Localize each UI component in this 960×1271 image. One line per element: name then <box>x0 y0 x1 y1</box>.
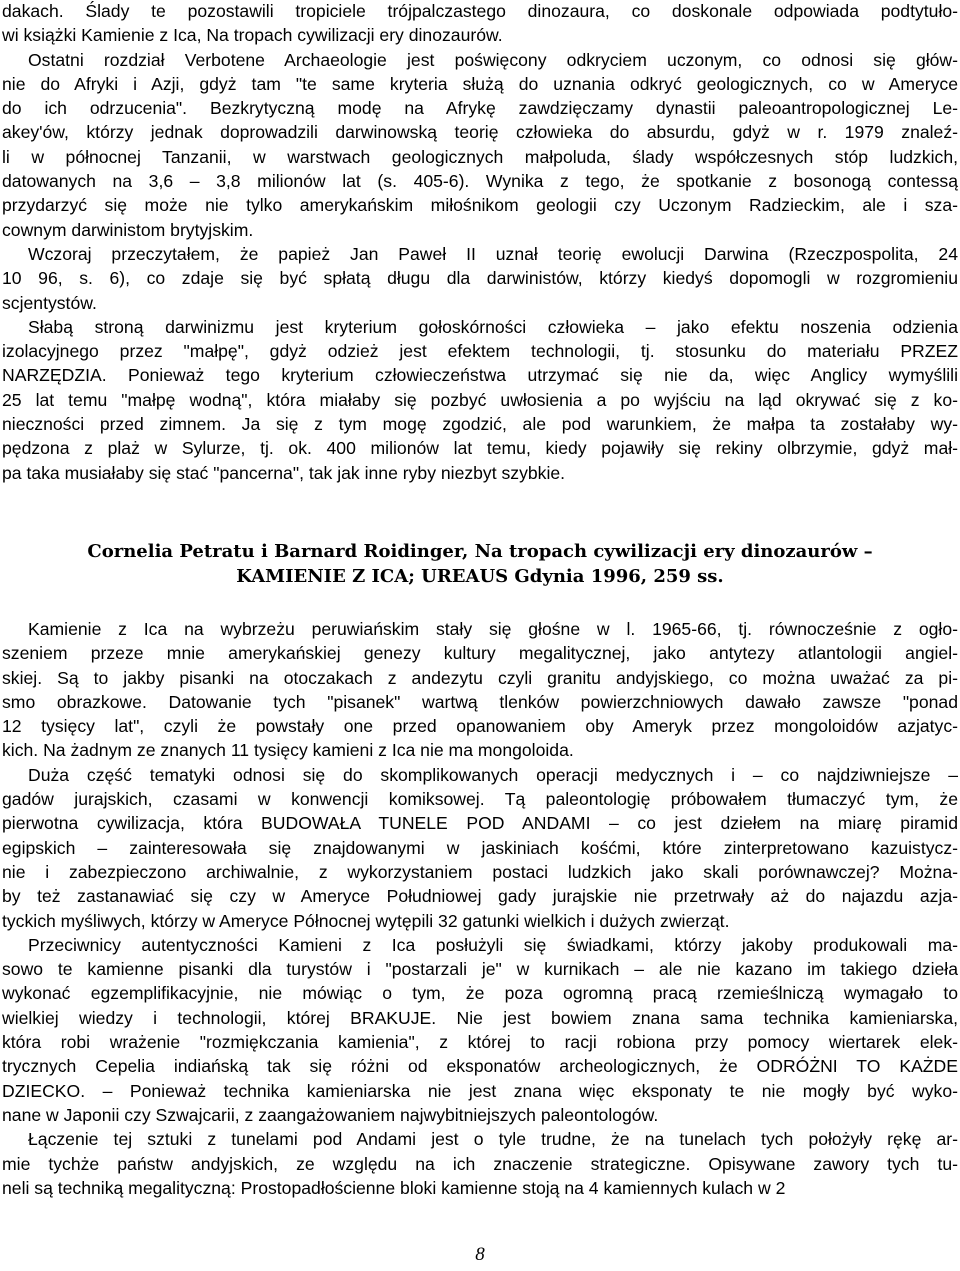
paragraph <box>2 242 958 315</box>
text-line: wykonać egzemplifikacyjnie, nie mówiąc o tym, że poza ogromną pracą rzemieślniczą wymagało to <box>2 983 958 1004</box>
paragraph <box>2 763 958 933</box>
text-line: DZIECKO. – Ponieważ technika kamieniarska nie jest znana więc eksponaty te nie mogły być wyko- <box>2 1080 958 1101</box>
text-line: Łączenie tej sztuki z tunelami pod Andami jest o tyle trudne, że na tunelach tych położyły rękę ar- <box>28 1129 958 1150</box>
text-block-lower <box>2 617 958 1200</box>
text-line: smo obrazkowe. Datowanie tych "pisanek" wartwą tlenków powierzchniowych dawało zawsze "ponad <box>2 691 958 712</box>
text-line: mie tychże państw andyjskich, ze względu na ich znaczenie strategiczne. Opisywane zawory tych tu- <box>2 1153 958 1174</box>
text-line: li w północnej Tanzanii, w warstwach geologicznych małpoluda, ślady współczesnych stóp ludzkich, <box>2 146 958 167</box>
text-line: cownym darwinistom brytyjskim. <box>2 219 254 240</box>
text-line: Ostatni rozdział Verbotene Archaeologie jest poświęcony odkryciem uczonym, co odnosi się głów- <box>28 49 958 70</box>
text-line: trycznych Cepelia indiańską tak się różni od eksponatów archeologicznych, że ODRÓŻNI TO KAŻDE <box>2 1056 958 1077</box>
text-line: gadów jurajskich, czasami w konwencji komiksowej. Tą paleontologię próbowałem tłumaczyć tym, że <box>2 789 958 810</box>
text-line: sowo te kamienne pisanki dla turystów i "postarzali je" w kurnikach – ale nie kazano im takiego dzieła <box>2 959 958 980</box>
text-line: przydarzyć się może nie tylko amerykańskim miłośnikom geologii czy Uczonym Radzieckim, ale i sza- <box>2 195 958 216</box>
text-line: Duża część tematyki odnosi się do skomplikowanych operacji medycznych i – co najdziwniejsze – <box>28 764 958 785</box>
text-line: która robi wrażenie "rozmiękczania kamienia", z której to racji robiona przy pomocy wiertarek elek- <box>2 1032 958 1053</box>
text-block-upper <box>2 0 958 485</box>
text-line: skiej. Są to jakby pisanki na otoczakach z andezytu czyli granitu andyjskiego, co można uważać za pi- <box>2 667 958 688</box>
paragraph <box>2 933 958 1127</box>
paragraph <box>2 617 958 763</box>
text-line: pierwotna cywilizacja, która BUDOWAŁA TUNELE POD ANDAMI – co jest dziełem na miarę piramid <box>2 813 958 834</box>
text-line: datowanych na 3,6 – 3,8 milionów lat (s. 405-6). Wynika z tego, że spotkanie z bosonogą contessą <box>2 171 958 192</box>
paragraph <box>2 1127 958 1200</box>
text-line: 25 lat temu "małpę wodną", która miałaby się pozbyć uwłosienia a po wyjściu na ląd okrywać się z ko- <box>2 389 958 410</box>
text-line: dakach. Ślady te pozostawili tropiciele trójpalczastego dinozaura, co doskonale odpowiada podtytuło- <box>2 1 958 21</box>
text-line: nie i zabezpieczono archiwalnie, z wykorzystaniem postaci ludzkich jako skali porównawczej? Można- <box>2 861 958 882</box>
text-line: 10 96, s. 6), co zdaje się być spłatą długu dla darwinistów, którzy kiedyś dopomogli w rozgromieniu <box>2 268 958 289</box>
text-line: wi książki Kamienie z Ica, Na tropach cywilizacji ery dinozaurów. <box>2 25 503 46</box>
text-line: kich. Na żadnym ze znanych 11 tysięcy kamieni z Ica nie ma mongoloida. <box>2 740 574 761</box>
page-number: 8 <box>475 1244 485 1265</box>
text-line: nie do Afryki i Azji, gdyż tam "te same kryteria służą do uznania odkryć geologicznych, co w Ameryce <box>2 73 958 94</box>
text-line: nieczności przed zimnem. Ja się z tym mogę zgodzić, ale pod warunkiem, że małpa ta zostałaby wy- <box>2 414 958 435</box>
text-line: neli są techniką megalityczną: Prostopadłościenne bloki kamienne stoją na 4 kamiennych kulach w 2 <box>2 1177 786 1198</box>
text-line: akey'ów, którzy jednak doprowadzili darwinowską teorię człowieka do absurdu, gdyż w r. 1979 znaleź- <box>2 122 958 143</box>
text-line: NARZĘDZIA. Ponieważ tego kryterium człowieczeństwa utrzymać się nie da, więc Anglicy wymyślili <box>2 365 958 386</box>
paragraph <box>2 0 958 48</box>
text-line: pędzona z plaż w Sylurze, tj. ok. 400 milionów lat temu, kiedy pojawiły się rekiny olbrzymie, gdyż mał- <box>2 438 958 459</box>
text-line: scjentystów. <box>2 292 97 313</box>
text-line: do ich odrzucenia". Bezkrytyczną modę na Afrykę zawdzięczamy dynastii paleoantropologicznej Le- <box>2 98 958 119</box>
text-line: Słabą stroną darwinizmu jest kryterium gołoskórności człowieka – jako efektu noszenia odzienia <box>28 316 958 337</box>
review-heading-line-2: KAMIENIE Z ICA; UREAUS Gdynia 1996, 259 ss. <box>236 566 724 587</box>
review-heading-line-1: Cornelia Petratu i Barnard Roidinger, Na tropach cywilizacji ery dinozaurów – <box>87 541 873 562</box>
paragraph <box>2 48 958 242</box>
text-line: wielkiej wiedzy i technologii, której BRAKUJE. Nie jest bowiem znana sama technika kamieniarska, <box>2 1007 958 1028</box>
text-line: 12 tysięcy lat", czyli że powstały one przed opanowaniem oby Ameryk przez mongoloidów azjatyc- <box>2 716 958 737</box>
text-line: by też zastanawiać się czy w Ameryce Południowej gady jurajskie nie przetrwały aż do najazdu azja- <box>2 886 958 907</box>
text-line: Wczoraj przeczytałem, że papież Jan Paweł II uznał teorię ewolucji Darwina (Rzeczpospolita, 24 <box>28 243 958 264</box>
text-line: Przeciwnicy autentyczności Kamieni z Ica posłużyli się świadkami, którzy jakoby produkowali ma- <box>28 934 958 955</box>
text-line: tyckich myśliwych, którzy w Ameryce Północnej wytępili 32 gatunki wielkich i dużych zwierząt. <box>2 910 730 931</box>
text-line: Kamienie z Ica na wybrzeżu peruwiańskim stały się głośne w l. 1965-66, tj. równocześnie z ogło- <box>28 619 958 639</box>
text-line: izolacyjnego przez "małpę", gdyż odzież jest efektem technologii, tj. stosunku do materiału PRZEZ <box>2 341 958 362</box>
review-heading <box>0 539 960 589</box>
text-line: egipskich – zainteresowała się znajdowanymi w jaskiniach kośćmi, które zinterpretowano kazuistycz- <box>2 837 958 858</box>
text-line: nane w Japonii czy Szwajcarii, z zaangażowaniem najwybitniejszych paleontologów. <box>2 1104 659 1125</box>
text-line: szeniem przeze mnie amerykańskiej genezy kultury megalitycznej, jako antytezy atlantologii angiel- <box>2 643 958 664</box>
text-line: pa taka musiałaby się stać "pancerna", tak jak inne ryby niezbyt szybkie. <box>2 462 566 483</box>
paragraph <box>2 315 958 485</box>
